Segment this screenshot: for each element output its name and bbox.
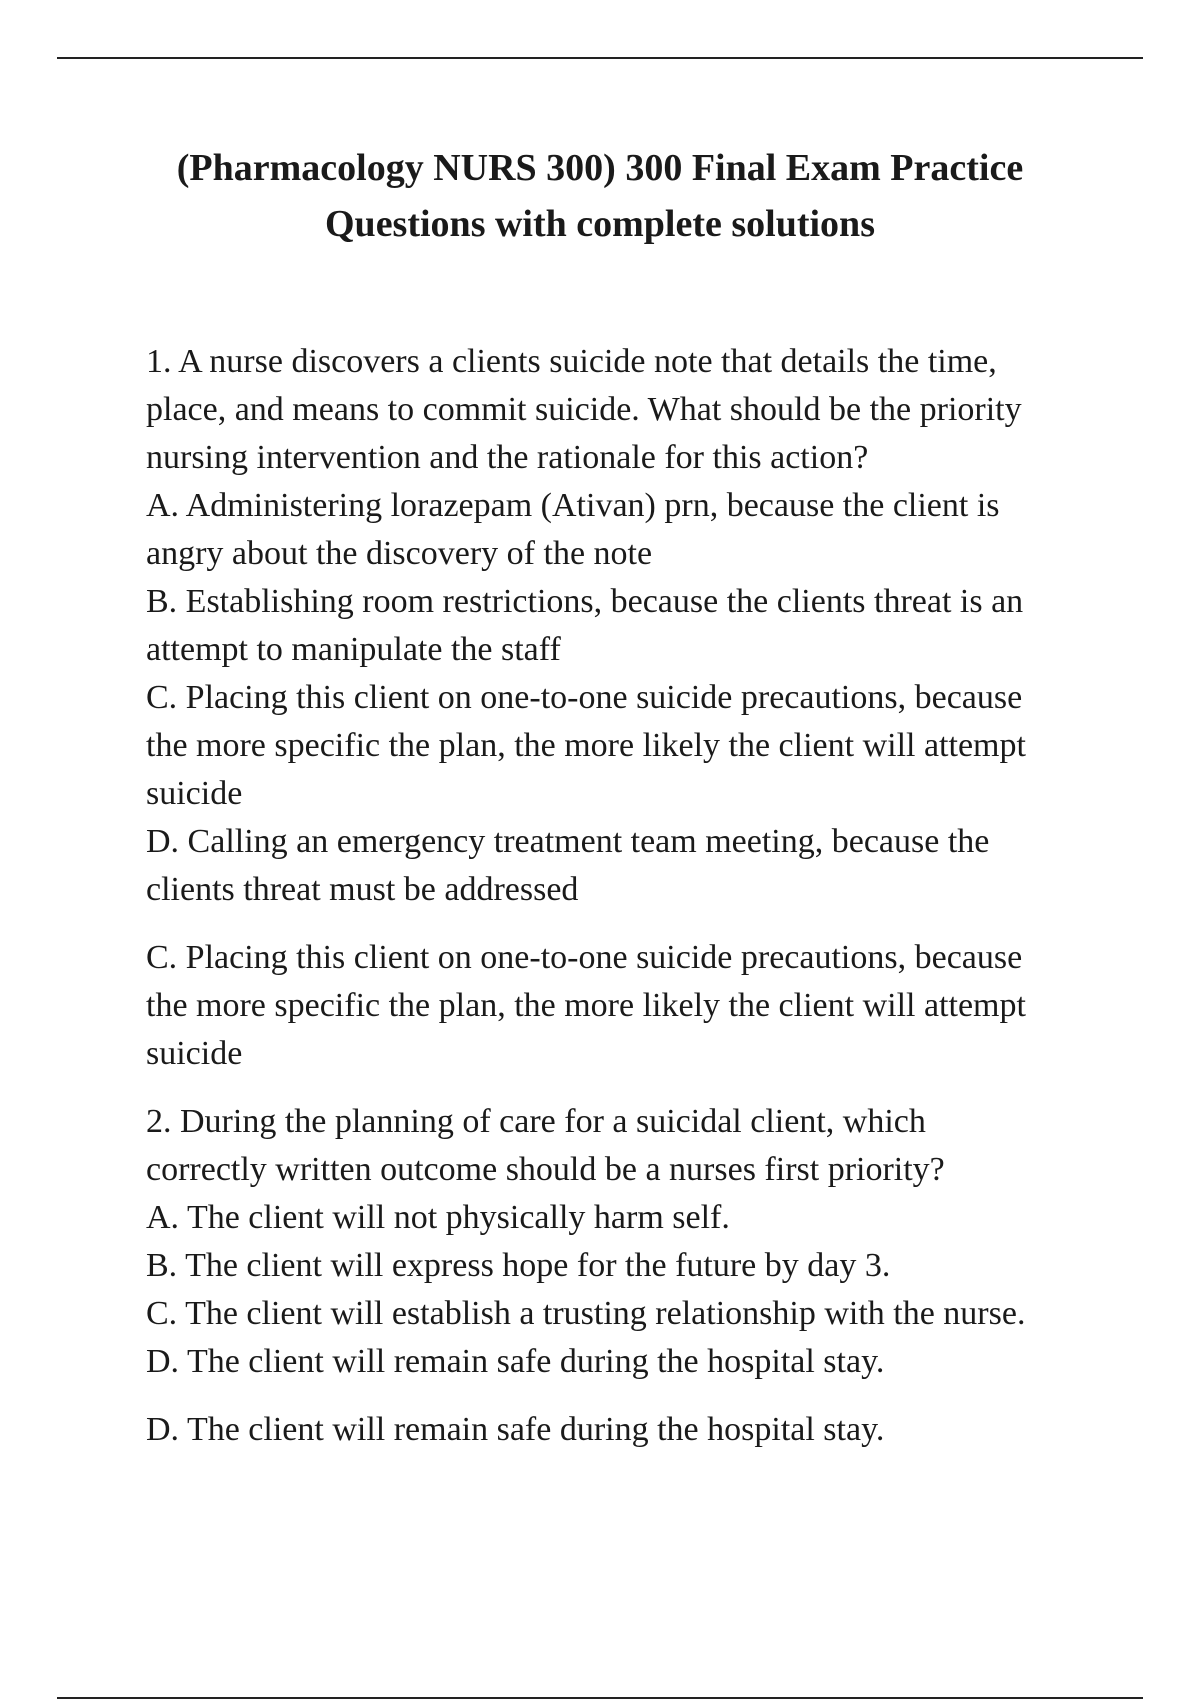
text-line: A. Administering lorazepam (Ativan) prn, because the client is xyxy=(146,487,1000,524)
question-1-option-c xyxy=(146,674,1106,818)
bottom-rule xyxy=(57,1697,1143,1699)
question-1-answer xyxy=(146,934,1106,1078)
text-line: D. The client will remain safe during the hospital stay. xyxy=(146,1411,885,1448)
title-line: Questions with complete solutions xyxy=(325,203,875,245)
question-1-stem xyxy=(146,338,1106,482)
question-2-answer xyxy=(146,1406,1106,1454)
text-line: the more specific the plan, the more likely the client will attempt xyxy=(146,727,1026,764)
text-line: angry about the discovery of the note xyxy=(146,535,653,572)
question-2-option-b: B. The client will express hope for the future by day 3. xyxy=(146,1247,891,1284)
question-1-option-b xyxy=(146,578,1106,674)
question-2 xyxy=(146,1098,1106,1386)
text-line: suicide xyxy=(146,1035,243,1072)
text-line: C. Placing this client on one-to-one suicide precautions, because xyxy=(146,939,1023,976)
text-line: correctly written outcome should be a nurses first priority? xyxy=(146,1151,945,1188)
text-line: clients threat must be addressed xyxy=(146,871,579,908)
question-1-option-d xyxy=(146,818,1106,914)
text-line: place, and means to commit suicide. What should be the priority xyxy=(146,391,1022,428)
text-line: the more specific the plan, the more likely the client will attempt xyxy=(146,987,1026,1024)
text-line: attempt to manipulate the staff xyxy=(146,631,561,668)
text-line: nursing intervention and the rationale for this action? xyxy=(146,439,869,476)
question-2-option-d: D. The client will remain safe during the hospital stay. xyxy=(146,1343,885,1380)
question-1 xyxy=(146,338,1106,914)
text-line: 1. A nurse discovers a clients suicide note that details the time, xyxy=(146,343,997,380)
text-line: D. Calling an emergency treatment team meeting, because the xyxy=(146,823,990,860)
question-2-option-a: A. The client will not physically harm self. xyxy=(146,1199,730,1236)
question-2-stem xyxy=(146,1098,1106,1194)
text-line: B. Establishing room restrictions, because the clients threat is an xyxy=(146,583,1024,620)
question-2-option-c: C. The client will establish a trusting relationship with the nurse. xyxy=(146,1295,1026,1332)
text-line: C. Placing this client on one-to-one suicide precautions, because xyxy=(146,679,1023,716)
document-body xyxy=(146,338,1106,1454)
text-line: suicide xyxy=(146,775,243,812)
title-line: (Pharmacology NURS 300) 300 Final Exam Practice xyxy=(176,147,1024,189)
question-1-option-a xyxy=(146,482,1106,578)
page-title xyxy=(120,140,1080,252)
top-rule xyxy=(57,57,1143,59)
text-line: 2. During the planning of care for a suicidal client, which xyxy=(146,1103,926,1140)
